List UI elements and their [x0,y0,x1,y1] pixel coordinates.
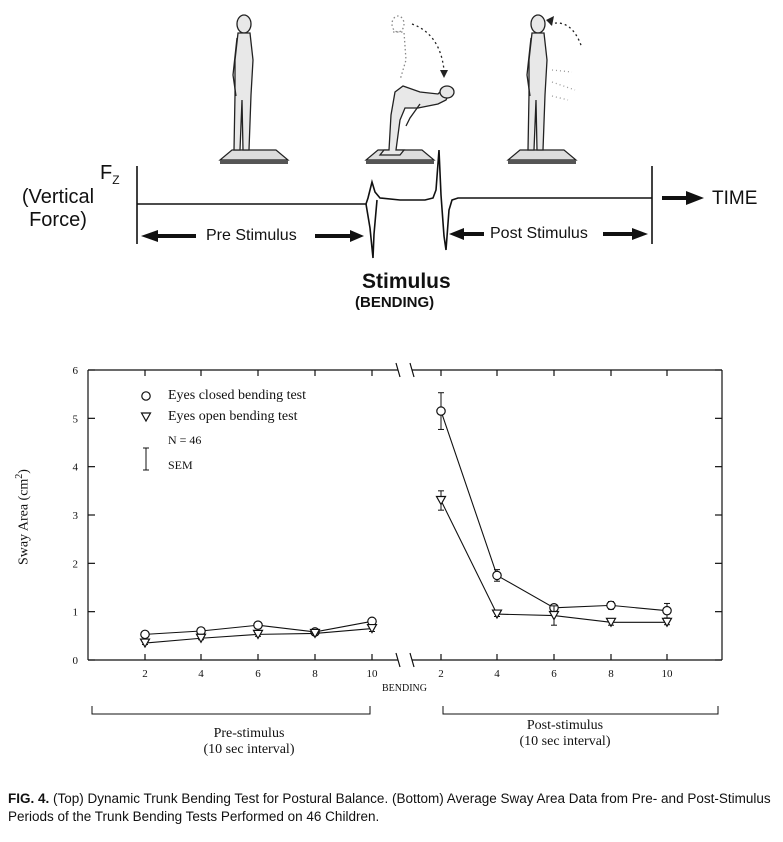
eyes-closed-point [493,571,501,579]
legend-n-label: N = 46 [168,433,202,447]
eyes-closed-point [663,607,671,615]
x-tick-label: 10 [366,668,378,680]
returning-person-icon [527,15,582,150]
eyes-closed-point [254,621,262,629]
x-tick-label: 8 [608,668,614,680]
platform-1 [220,150,288,164]
time-arrow [662,191,704,205]
x-tick-label: 8 [312,668,318,680]
platform-3 [508,150,576,164]
stimulus-sublabel: (BENDING) [355,294,435,311]
balance-test-diagram [0,0,783,320]
standing-person-icon [233,15,253,150]
pre-stimulus-bracket [92,706,370,714]
x-tick-label: 2 [438,668,444,680]
y-tick-label: 1 [72,606,78,619]
x-tick-label: 6 [551,668,557,680]
post-stimulus-label: Post Stimulus [490,225,588,242]
legend-open-label: Eyes open bending test [168,409,298,424]
legend-circle-marker [142,392,150,400]
bending-person-icon [380,16,454,155]
eyes-closed-point [607,601,615,609]
y-tick-label: 6 [72,365,78,377]
sway-area-chart [0,340,783,770]
post-stimulus-period-label: Post-stimulus (10 sec interval) [519,718,611,749]
fz-label: $F_Z$ [100,162,120,187]
x-axis-label: BENDING [382,683,427,694]
x-tick-label: 10 [661,668,673,680]
pre-stimulus-label: Pre Stimulus [206,227,297,244]
y-axis-label: Sway Area $(cm^2)$ [14,469,32,565]
chart-canvas [0,340,783,770]
time-label: TIME [712,188,758,209]
figure-number: FIG. 4. [8,791,50,806]
y-tick-label: 5 [72,413,78,426]
eyes-closed-point [141,630,149,638]
y-tick-label: 2 [72,558,78,571]
x-tick-label: 4 [198,668,204,680]
legend-triangle-marker [142,413,151,421]
x-tick-label: 4 [494,668,500,680]
post-stimulus-bracket [443,706,718,714]
pre-stimulus-period-label: Pre-stimulus (10 sec interval) [203,726,295,757]
legend-closed-label: Eyes closed bending test [168,388,307,403]
eyes-open-point [437,497,446,505]
eyes-closed-point [437,407,445,415]
y-tick-label: 3 [72,510,78,522]
eyes-closed-line [441,411,667,611]
y-tick-label: 4 [72,461,78,474]
figure-caption [8,790,778,826]
stimulus-label: Stimulus [362,270,451,293]
y-tick-label: 0 [72,655,78,667]
caption-text: (Top) Dynamic Trunk Bending Test for Postural Balance. (Bottom) Average Sway Area Data from Pre- and Post-Stimulus Periods of the Trunk Bending Tests Performed on 46 Children. [8,791,771,824]
vertical-force-label: (Vertical Force) [21,186,95,231]
legend-sem-label: SEM [168,458,193,472]
x-tick-label: 2 [142,668,148,680]
x-tick-label: 6 [255,668,261,680]
